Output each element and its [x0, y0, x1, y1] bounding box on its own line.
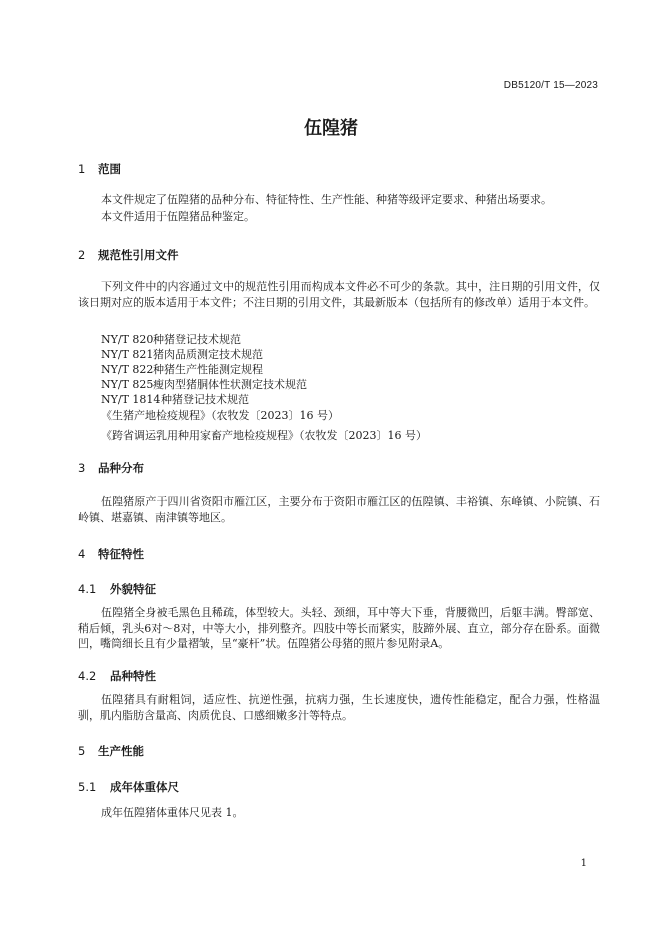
reference-title: 瘦肉型猪胴体性状测定技术规范	[153, 378, 307, 391]
reference-title: 猪肉品质测定技术规范	[153, 348, 263, 361]
reference-item	[101, 391, 249, 407]
subsection-number: 5.1	[78, 780, 97, 794]
subsection-heading-breed-traits	[78, 668, 156, 684]
section-title: 规范性引用文件	[98, 248, 179, 262]
distribution-paragraph: 伍隍猪原产于四川省资阳市雁江区，主要分布于资阳市雁江区的伍隍镇、丰裕镇、东峰镇、小院镇、石岭镇、堪嘉镇、南津镇等地区。	[78, 495, 600, 524]
subsection-title: 品种特性	[110, 669, 156, 683]
section-heading-normative-references	[78, 247, 179, 263]
scope-paragraph-1: 本文件规定了伍隍猪的品种分布、特征特性、生产性能、种猪等级评定要求、种猪出场要求。	[101, 193, 552, 206]
section-title: 特征特性	[98, 547, 144, 561]
references-intro-paragraph: 下列文件中的内容通过文中的规范性引用而构成本文件必不可少的条款。其中，注日期的引用文件，仅该日期对应的版本适用于本文件；不注日期的引用文件，其最新版本（包括所有的修改单）适用于本文件。	[78, 280, 600, 309]
reference-code: NY/T 822	[101, 363, 154, 376]
reference-code: NY/T 820	[101, 333, 154, 346]
section-heading-distribution	[78, 460, 144, 476]
reference-code: NY/T 821	[101, 348, 154, 361]
page-number: 1	[580, 858, 587, 869]
reference-item	[101, 331, 241, 347]
reference-item	[101, 346, 263, 362]
subsection-heading-appearance	[78, 581, 156, 597]
reference-item-regulation: 《跨省调运乳用种用家畜产地检疫规程》（农牧发〔2023〕16 号）	[101, 429, 427, 442]
subsection-number: 4.1	[78, 582, 97, 596]
section-title: 范围	[98, 162, 121, 176]
document-title: 伍隍猪	[304, 118, 358, 139]
subsection-heading-adult-body	[78, 779, 179, 795]
reference-item	[101, 361, 263, 377]
subsection-title: 外貌特征	[110, 582, 156, 596]
reference-title: 种猪登记技术规范	[153, 333, 241, 346]
reference-code: NY/T 1814	[101, 393, 161, 406]
reference-title: 种猪登记技术规范	[161, 393, 249, 406]
reference-title: 种猪生产性能测定规程	[153, 363, 263, 376]
reference-item	[101, 376, 307, 392]
appearance-paragraph: 伍隍猪全身被毛黑色且稀疏，体型较大。头轻、颈细，耳中等大下垂，背腰微凹，后躯丰满。臀部宽、稍后倾，乳头6对～8对，中等大小，排列整齐。四肢中等长而紧实，肢蹄外展、直立，部分存在卧系。面微凹，嘴筒细长且有少量褶皱，呈“豪杆”状。伍隍猪公母猪的照片参见附录A。	[78, 606, 600, 651]
document-code: DB5120/T 15—2023	[503, 80, 598, 91]
section-heading-scope	[78, 161, 121, 177]
section-number: 4	[78, 547, 86, 561]
section-number: 2	[78, 248, 86, 262]
section-heading-characteristics	[78, 546, 144, 562]
section-number: 5	[78, 744, 86, 758]
section-title: 品种分布	[98, 461, 144, 475]
subsection-number: 4.2	[78, 669, 97, 683]
section-title: 生产性能	[98, 744, 144, 758]
subsection-title: 成年体重体尺	[110, 780, 179, 794]
section-heading-performance	[78, 743, 144, 759]
scope-paragraph-2: 本文件适用于伍隍猪品种鉴定。	[101, 210, 255, 223]
section-number: 1	[78, 162, 86, 176]
breed-traits-paragraph: 伍隍猪具有耐粗饲，适应性、抗逆性强，抗病力强，生长速度快，遗传性能稳定，配合力强，性格温驯，肌内脂肪含量高、肉质优良、口感细嫩多汁等特点。	[78, 693, 600, 722]
reference-code: NY/T 825	[101, 378, 154, 391]
section-number: 3	[78, 461, 86, 475]
reference-item-regulation: 《生猪产地检疫规程》（农牧发〔2023〕16 号）	[101, 409, 339, 422]
adult-body-paragraph: 成年伍隍猪体重体尺见表 1。	[101, 806, 244, 819]
